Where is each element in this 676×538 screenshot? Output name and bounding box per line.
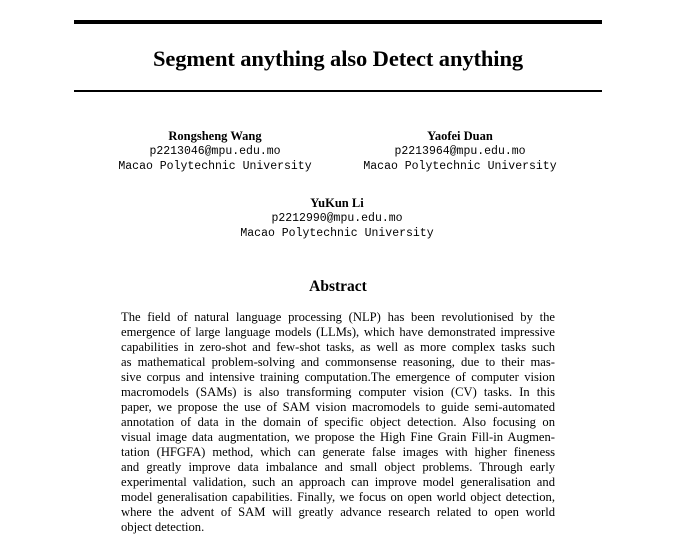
abstract-line: object detection. [121,520,205,534]
abstract-line: tation (HFGFA) method, which can generate false images with higher fineness [121,445,555,459]
top-rule [74,20,602,24]
abstract-line: visual image data augmentation, we propose the High Fine Grain Fill-in Augmen- [121,430,555,444]
author-affiliation: Macao Polytechnic University [363,160,557,173]
author-affiliation: Macao Polytechnic University [240,227,434,240]
abstract-line: and greatly improve data imbalance and small object problems. Through early [121,460,555,474]
title-bottom-rule [74,90,602,92]
author-email: p2213046@mpu.edu.mo [149,145,281,158]
author-name: Yaofei Duan [427,129,493,143]
author-name: Rongsheng Wang [168,129,262,143]
author-email: p2212990@mpu.edu.mo [271,212,403,225]
abstract-line: as mathematical problem-solving and commonsense reasoning, due to their mas- [121,355,555,369]
author-block [222,196,452,241]
author-block [345,129,575,174]
abstract-line: macromodels (SAMs) is also transforming computer vision (CV) tasks. In this [121,385,555,399]
author-block [100,129,330,174]
abstract-line: The field of natural language processing (NLP) has been revolutionised by the [121,310,555,324]
abstract-line: capabilities in zero-shot and few-shot tasks, as well as more complex tasks such [121,340,555,354]
abstract-line: model generalisation capabilities. Finally, we focus on open world object detection, [121,490,555,504]
author-affiliation: Macao Polytechnic University [118,160,312,173]
abstract-line: emergence of large language models (LLMs), which have demonstrated impressive [121,325,555,339]
abstract-body [121,310,555,535]
abstract-heading: Abstract [309,278,367,295]
abstract-line: experimental validation, such an approach can improve model generalisation and [121,475,555,489]
abstract-line: where the advent of SAM will greatly advance research related to open world [121,505,555,519]
paper-title: Segment anything also Detect anything [152,46,524,71]
abstract-line: paper, we propose the use of SAM vision macromodels to guide semi-automated [121,400,555,414]
author-name: YuKun Li [310,196,364,210]
author-email: p2213964@mpu.edu.mo [394,145,526,158]
abstract-line: annotation of data in the domain of specific object detection. Also focusing on [121,415,555,429]
abstract-line: sive corpus and intensive training computation.The emergence of computer vision [121,370,555,384]
